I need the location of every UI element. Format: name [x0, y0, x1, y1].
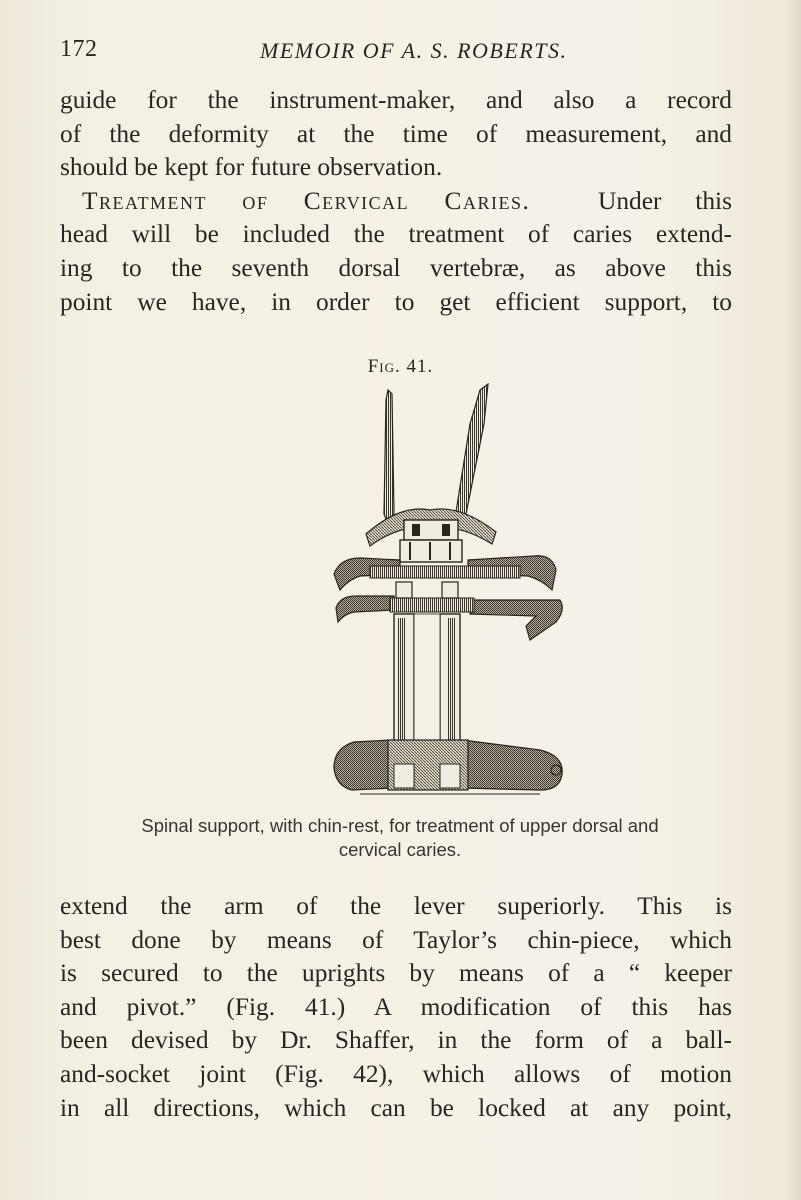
page-number: 172 — [60, 36, 98, 62]
text-line: been devised by Dr. Shaffer, in the form of a ball- — [60, 1026, 732, 1055]
text-line: and-socket joint (Fig. 42), which allows of motion — [60, 1059, 732, 1088]
text-line: head will be included the treatment of caries extend- — [60, 220, 732, 249]
section-heading: Treatment of Cervical Caries. — [82, 186, 531, 215]
text-line: best done by means of Taylor’s chin-piece, which — [60, 925, 732, 954]
section-heading-rest: Under this — [598, 186, 732, 215]
text-line: guide for the instrument-maker, and also a record — [60, 86, 732, 114]
text-line: and pivot.” (Fig. 41.) A modification of this has — [60, 992, 732, 1021]
lower-paragraph — [60, 890, 732, 1125]
page-header — [60, 36, 760, 66]
section-heading-line — [60, 185, 732, 219]
text-line: point we have, in order to get efficient support, to — [60, 287, 732, 316]
spinal-support-illustration — [330, 364, 630, 796]
caption-line: cervical caries. — [338, 839, 462, 860]
text-line: should be kept for future observation. — [60, 153, 443, 182]
figure-caption — [70, 814, 730, 862]
upper-paragraph — [60, 84, 732, 319]
figure-label: Fig. 41. — [367, 356, 434, 377]
text-line: is secured to the uprights by means of a “ keeper — [60, 959, 732, 988]
text-line: of the deformity at the time of measurement, and — [60, 119, 732, 148]
text-line: in all directions, which can be locked at any point, — [60, 1093, 732, 1122]
text-line: ing to the seventh dorsal vertebræ, as above this — [60, 253, 732, 282]
running-head: MEMOIR OF A. S. ROBERTS. — [260, 38, 568, 63]
text-line: extend the arm of the lever superiorly. This is — [60, 892, 732, 920]
page-edge-shadow — [785, 0, 801, 1200]
caption-line: Spinal support, with chin-rest, for treatment of upper dorsal and — [141, 815, 659, 836]
